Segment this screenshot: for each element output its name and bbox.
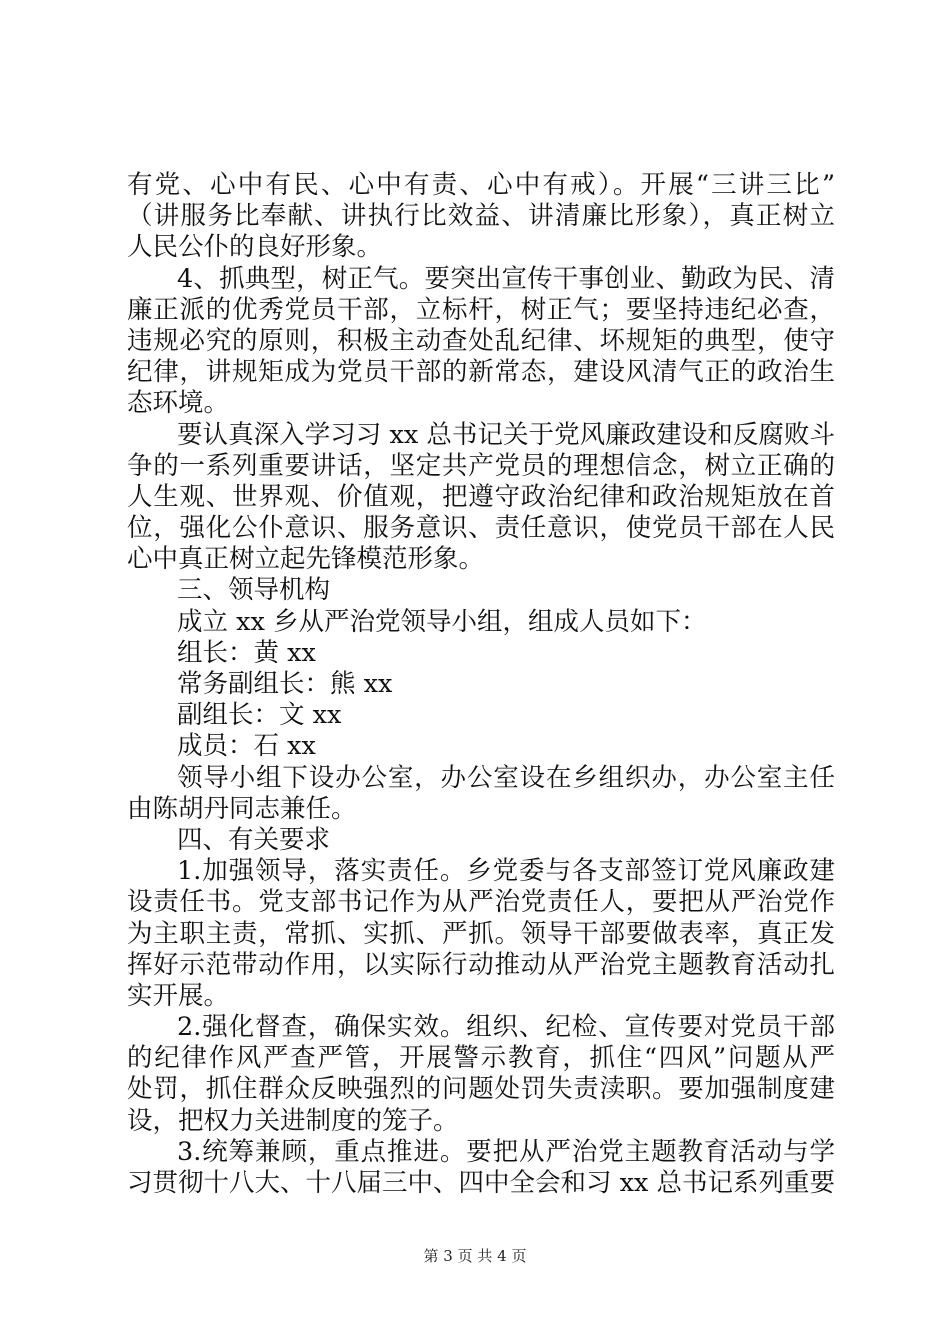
paragraph-line: 组长：黄 xx [177,637,316,668]
paragraph-line: 态环境。 [127,388,230,419]
paragraph-line: 实开展。 [127,980,230,1011]
paragraph-line: 四、有关要求 [177,824,331,855]
paragraph-line: 处罚，抓住群众反映强烈的问题处罚失责渎职。要加强制度建 [127,1074,835,1105]
paragraph-line: 位，强化公仆意识、服务意识、责任意识，使党员干部在人民 [127,513,835,544]
paragraph-line: 副组长：文 xx [177,700,342,731]
document-body [127,170,835,1199]
paragraph-line: 设，把权力关进制度的笼子。 [127,1105,459,1136]
paragraph-line: 由陈胡丹同志兼任。 [127,793,357,824]
paragraph-line: 成立 xx 乡从严治党领导小组，组成人员如下： [177,606,707,637]
paragraph-line: 2.强化督查，确保实效。组织、纪检、宣传要对党员干部 [177,1012,835,1043]
paragraph-line: 领导小组下设办公室，办公室设在乡组织办，办公室主任 [177,762,835,793]
paragraph-line: 有党、心中有民、心中有责、心中有戒）。开展“三讲三比” [127,170,835,200]
paragraph-line: 3.统筹兼顾，重点推进。要把从严治党主题教育活动与学 [177,1136,835,1167]
paragraph-line: 习贯彻十八大、十八届三中、四中全会和习 xx 总书记系列重要 [127,1168,835,1198]
paragraph-line: 挥好示范带动作用，以实际行动推动从严治党主题教育活动扎 [127,949,835,980]
paragraph-line: 要认真深入学习习 xx 总书记关于党风廉政建设和反腐败斗 [177,419,835,450]
paragraph-line: 为主职主责，常抓、实抓、严抓。领导干部要做表率，真正发 [127,918,835,949]
paragraph-line: 的纪律作风严查严管，开展警示教育，抓住“四风”问题从严 [127,1043,835,1074]
page-footer: 第 3 页 共 4 页 [423,1247,527,1265]
paragraph-line: 人民公仆的良好形象。 [127,232,383,263]
paragraph-line: 违规必究的原则，积极主动查处乱纪律、坏规矩的典型，使守 [127,325,835,356]
paragraph-line: 人生观、世界观、价值观，把遵守政治纪律和政治规矩放在首 [127,481,835,512]
paragraph-line: 设责任书。党支部书记作为从严治党责任人，要把从严治党作 [127,887,835,918]
paragraph-line: 常务副组长：熊 xx [177,669,393,699]
paragraph-line: 心中真正树立起先锋模范形象。 [127,544,485,575]
paragraph-line: 争的一系列重要讲话，坚定共产党员的理想信念，树立正确的 [127,450,835,481]
paragraph-line: 成员：石 xx [177,731,316,762]
paragraph-line: 4、抓典型，树正气。要突出宣传干事创业、勤政为民、清 [177,263,835,294]
paragraph-line: 三、领导机构 [177,575,331,606]
paragraph-line: （讲服务比奉献、讲执行比效益、讲清廉比形象），真正树立 [127,201,835,232]
paragraph-line: 廉正派的优秀党员干部，立标杆，树正气；要坚持违纪必查， [127,294,835,325]
paragraph-line: 1.加强领导，落实责任。乡党委与各支部签订党风廉政建 [177,856,835,887]
paragraph-line: 纪律，讲规矩成为党员干部的新常态，建设风清气正的政治生 [127,357,835,388]
